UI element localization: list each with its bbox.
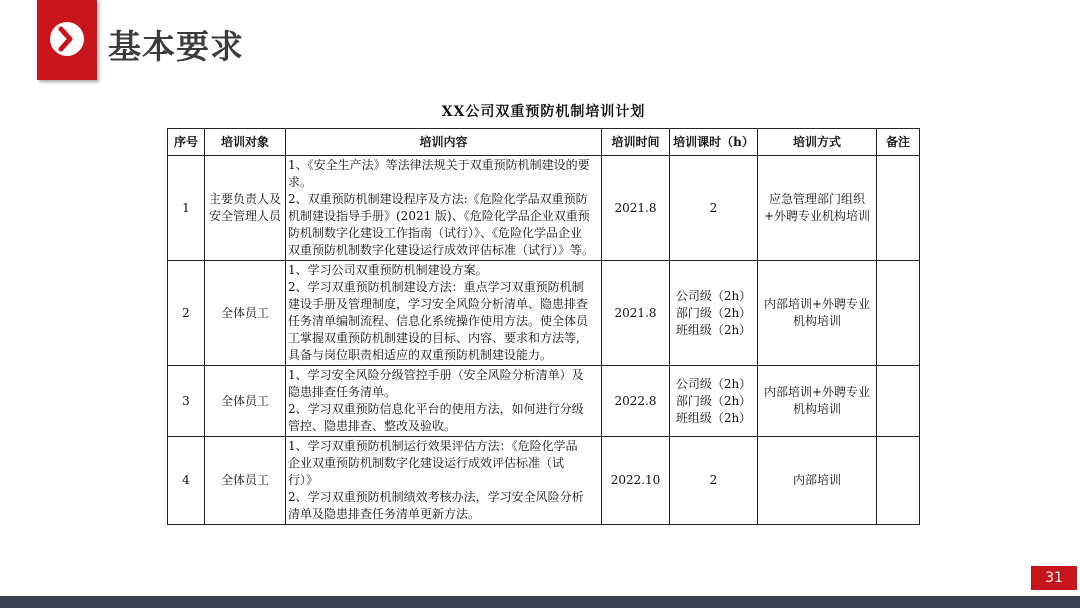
cell-hours <box>670 437 758 525</box>
content-line: 任务清单编制流程、信息化系统操作使用方法。使全体员 <box>288 314 589 328</box>
column-header-content: 培训内容 <box>286 129 602 156</box>
content-line: 1、学习双重预防机制运行效果评估方法：《危险化学品 <box>288 439 578 453</box>
cell-method: 应急管理部门组织+外聘专业机构培训 <box>758 156 877 261</box>
cell-content <box>286 437 602 525</box>
table-row <box>168 366 920 437</box>
column-header-target: 培训对象 <box>205 129 286 156</box>
hours-line: 2 <box>709 200 718 215</box>
cell-time: 2021.8 <box>602 261 670 366</box>
training-plan-table <box>167 128 920 525</box>
hours-line: 部门级（2h） <box>675 305 752 320</box>
table-row <box>168 156 920 261</box>
content-line: 2、学习双重预防信息化平台的使用方法，如何进行分级 <box>288 402 584 416</box>
column-header-remark: 备注 <box>877 129 920 156</box>
cell-method: 内部培训+外聘专业机构培训 <box>758 261 877 366</box>
cell-no: 4 <box>168 437 205 525</box>
content-line: 求。 <box>288 175 313 189</box>
cell-target: 全体员工 <box>205 366 286 437</box>
cell-content <box>286 261 602 366</box>
column-header-method: 培训方式 <box>758 129 877 156</box>
cell-no: 2 <box>168 261 205 366</box>
content-line: 行）》 <box>288 473 319 487</box>
hours-line: 班组级（2h） <box>675 322 752 337</box>
content-line: 2、学习双重预防机制绩效考核办法，学习安全风险分析 <box>288 490 584 504</box>
cell-time: 2022.10 <box>602 437 670 525</box>
cell-remark <box>877 366 920 437</box>
hours-line: 班组级（2h） <box>675 410 752 425</box>
content-line: 2、双重预防机制建设程序及方法:《危险化学品双重预防 <box>288 192 588 206</box>
content-line: 工掌握双重预防机制建设的目标、内容、要求和方法等, <box>288 331 580 345</box>
column-header-no: 序号 <box>168 129 205 156</box>
cell-hours <box>670 261 758 366</box>
content-line: 隐患排查任务清单。 <box>288 385 397 399</box>
table-row <box>168 437 920 525</box>
content-line: 具备与岗位职责相适应的双重预防机制建设能力。 <box>288 348 553 362</box>
content-line: 建设手册及管理制度，学习安全风险分析清单、隐患排查 <box>288 297 589 311</box>
cell-content <box>286 366 602 437</box>
content-line: 双重预防机制数字化建设运行成效评估标准（试行）》等。 <box>288 243 595 257</box>
content-line: 1、学习安全风险分级管控手册（安全风险分析清单）及 <box>288 368 584 382</box>
cell-target: 全体员工 <box>205 261 286 366</box>
footer-bar <box>0 596 1080 608</box>
hours-line: 公司级（2h） <box>675 376 752 391</box>
cell-content <box>286 156 602 261</box>
content-line: 1、《安全生产法》等法律法规关于双重预防机制建设的要 <box>288 158 590 172</box>
table-row <box>168 261 920 366</box>
cell-remark <box>877 261 920 366</box>
cell-remark <box>877 437 920 525</box>
content-line: 2、学习双重预防机制建设方法：重点学习双重预防机制 <box>288 280 584 294</box>
content-line: 管控、隐患排查、整改及验收。 <box>288 419 457 433</box>
cell-no: 3 <box>168 366 205 437</box>
column-header-time: 培训时间 <box>602 129 670 156</box>
page-title: 基本要求 <box>108 27 244 66</box>
table-title: XX公司双重预防机制培训计划 <box>441 104 646 120</box>
cell-method: 内部培训+外聘专业机构培训 <box>758 366 877 437</box>
hours-line: 公司级（2h） <box>675 288 752 303</box>
hours-line: 部门级（2h） <box>675 393 752 408</box>
content-line: 防机制数字化建设工作指南（试行）》、《危险化学品企业 <box>288 226 583 240</box>
cell-time: 2021.8 <box>602 156 670 261</box>
cell-target: 主要负责人及安全管理人员 <box>205 156 286 261</box>
column-header-hours: 培训课时（h） <box>670 129 758 156</box>
page-number: 31 <box>1031 566 1077 590</box>
content-line: 企业双重预防机制数字化建设运行成效评估标准（试 <box>288 456 565 470</box>
section-badge <box>37 0 97 80</box>
cell-remark <box>877 156 920 261</box>
content-line: 机制建设指导手册》(2021 版)、《危险化学品企业双重预 <box>288 209 590 223</box>
cell-target: 全体员工 <box>205 437 286 525</box>
cell-time: 2022.8 <box>602 366 670 437</box>
cell-hours <box>670 366 758 437</box>
hours-line: 2 <box>709 473 718 487</box>
cell-no: 1 <box>168 156 205 261</box>
cell-method: 内部培训 <box>758 437 877 525</box>
content-line: 清单及隐患排查任务清单更新方法。 <box>288 507 481 521</box>
cell-hours <box>670 156 758 261</box>
table-header-row <box>168 129 920 156</box>
content-line: 1、学习公司双重预防机制建设方案。 <box>288 263 488 277</box>
chevron-right-icon <box>37 0 97 80</box>
